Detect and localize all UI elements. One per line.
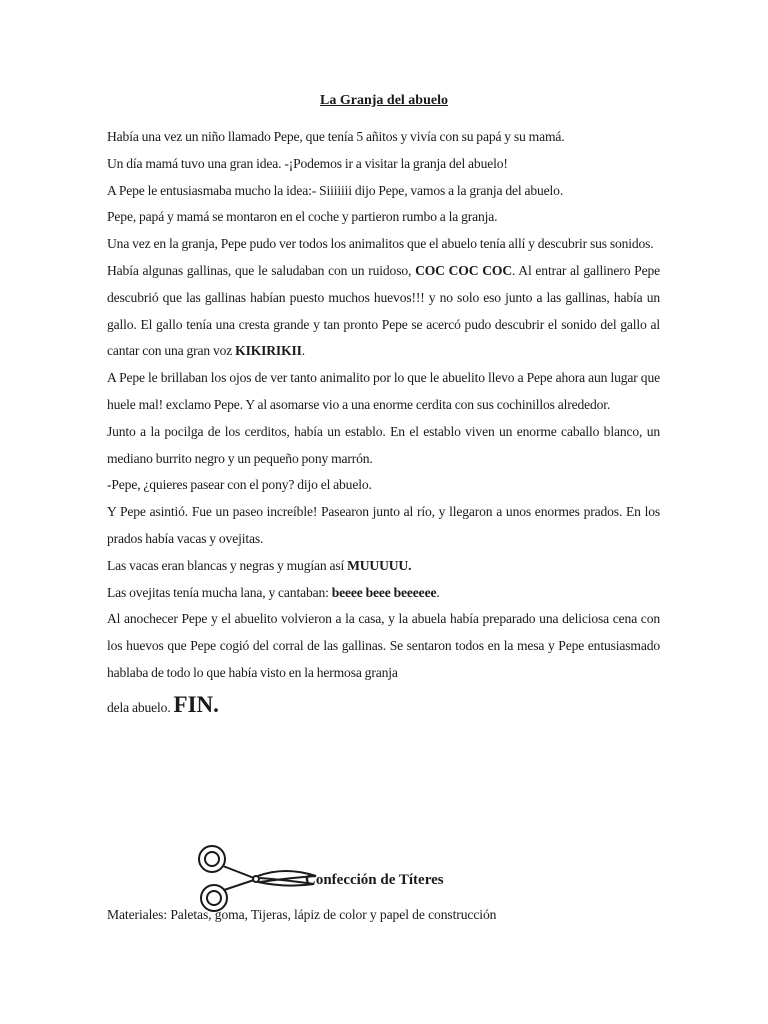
story-title: La Granja del abuelo — [320, 93, 448, 108]
story-paragraph: Una vez en la granja, Pepe pudo ver todos los animalitos que el abuelo tenía allí y descubrir sus sonidos. — [107, 236, 654, 252]
story-text: . — [436, 584, 440, 600]
cow-sound: MUUUUU. — [347, 557, 412, 573]
story-paragraph — [107, 258, 660, 365]
story-paragraph: Un día mamá tuvo una gran idea. -¡Podemos ir a visitar la granja del abuelo! — [107, 155, 508, 171]
craft-title: Confección de Títeres — [305, 872, 444, 888]
rooster-sound: KIKIRIKII — [235, 343, 302, 359]
story-text: Había algunas gallinas, que le saludaban con un ruidoso, — [107, 262, 416, 278]
story-paragraph: Pepe, papá y mamá se montaron en el coche y partieron rumbo a la granja. — [107, 209, 498, 225]
story-paragraph — [107, 692, 660, 722]
hen-sound: COC COC COC — [415, 262, 512, 278]
story-text: . Al entrar al gallinero Pepe descubrió que las gallinas habían puesto muchos huevos!!! y no solo eso junto a las gallinas, había un gallo. El gallo tenía una cresta grande y tan pronto Pepe se acercó pudo descubrir el sonido del gallo al cantar con una gran voz — [107, 262, 660, 359]
story-paragraph — [107, 553, 660, 580]
sheep-sound: beeee beee beeeeee — [331, 584, 437, 600]
story-paragraph: Había una vez un niño llamado Pepe, que tenía 5 añitos y vivía con su papá y su mamá. — [107, 129, 565, 144]
story-paragraph: Al anochecer Pepe y el abuelito volvieron a la casa, y la abuela había preparado una deliciosa cena con los huevos que Pepe cogió del corral de las gallinas. Se sentaron todos en la mesa y Pepe entusiasmado hablaba de todo lo que había visto en la hermosa granja — [107, 611, 660, 680]
story-paragraph: A Pepe le brillaban los ojos de ver tanto animalito por lo que le abuelito llevo a Pepe ahora aun lugar que huele mal! exclamo Pepe. Y al asomarse vio a una enorme cerdita con sus cochinillos alrededor. — [107, 370, 660, 412]
story-text: Las ovejitas tenía mucha lana, y cantaban: — [107, 584, 332, 600]
story-paragraph — [107, 580, 660, 607]
story-paragraph: A Pepe le entusiasmaba mucho la idea:- Siiiiiii dijo Pepe, vamos a la granja del abuelo. — [107, 182, 564, 198]
story-text: Las vacas eran blancas y negras y mugían así — [107, 557, 348, 573]
story-text: . — [301, 343, 306, 359]
story-body — [107, 124, 660, 722]
story-paragraph: -Pepe, ¿quieres pasear con el pony? dijo el abuelo. — [107, 477, 372, 493]
fin-label: FIN. — [173, 691, 219, 717]
materials-list: Materiales: Paletas, goma, Tijeras, lápiz de color y papel de construcción — [107, 907, 497, 922]
story-paragraph: Junto a la pocilga de los cerditos, había un establo. En el establo viven un enorme caballo blanco, un mediano burrito negro y un pequeño pony marrón. — [107, 423, 660, 466]
story-text: dela abuelo. — [107, 699, 174, 715]
story-paragraph: Y Pepe asintió. Fue un paseo increíble! Pasearon junto al río, y llegaron a unos enormes prados. En los prados había vacas y ovejitas. — [107, 504, 660, 546]
